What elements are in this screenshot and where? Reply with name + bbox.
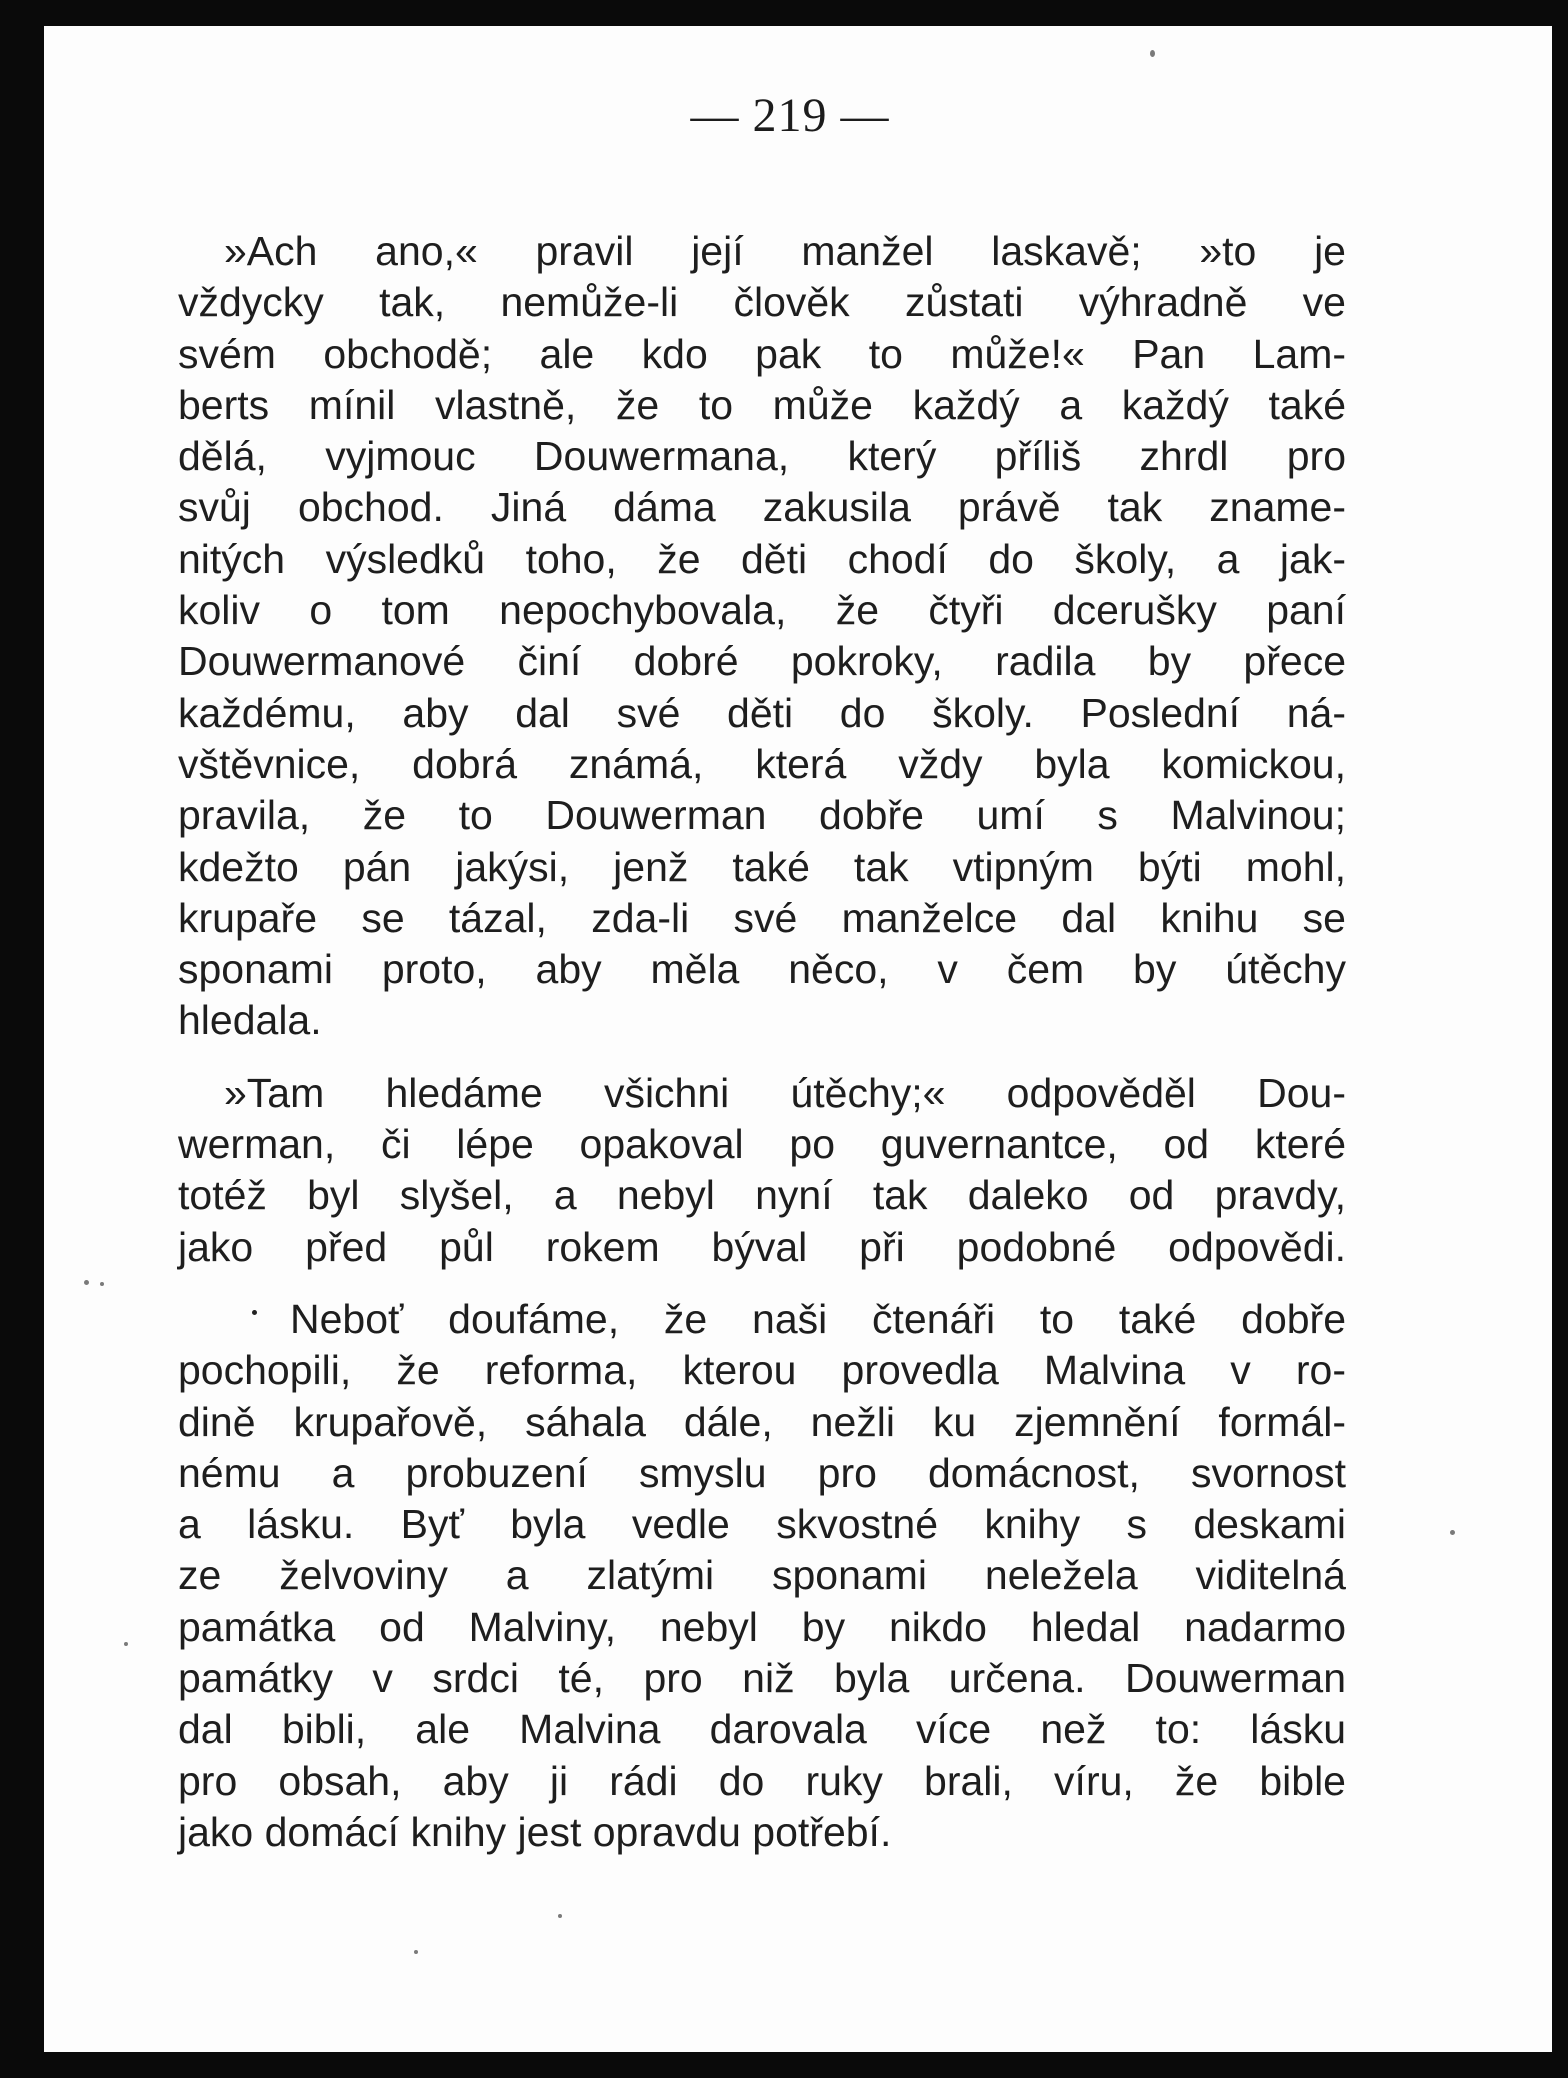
text-line: památky v srdci té, pro niž byla určena. Douwerman	[178, 1655, 1346, 1702]
text-line: a lásku. Byť byla vedle skvostné knihy s deskami	[178, 1501, 1346, 1548]
text-line: svůj obchod. Jiná dáma zakusila právě tak zname-	[178, 484, 1346, 531]
text-line: Neboť doufáme, že naši čtenáři to také dobře	[290, 1295, 1346, 1342]
print-speck	[124, 1642, 128, 1646]
print-speck	[414, 1950, 418, 1954]
text-line: »Ach ano,« pravil její manžel laskavě; »to je	[224, 228, 1346, 274]
text-line: kdežto pán jakýsi, jenž také tak vtipným býti mohl,	[178, 843, 1346, 890]
text-line: památka od Malviny, nebyl by nikdo hledal nadarmo	[178, 1603, 1346, 1650]
text-line: krupaře se tázal, zda-li své manželce dal knihu se	[178, 894, 1346, 941]
text-line: ze želvoviny a zlatými sponami neležela viditelná	[178, 1552, 1346, 1599]
print-speck	[252, 1310, 257, 1315]
text-line: svém obchodě; ale kdo pak to může!« Pan Lam-	[178, 330, 1346, 377]
text-line: dělá, vyjmouc Douwermana, který příliš zhrdl pro	[178, 433, 1346, 480]
print-speck	[84, 1280, 89, 1285]
print-speck	[1150, 50, 1155, 57]
text-line: jako domácí knihy jest opravdu potřebí.	[178, 1808, 892, 1855]
text-line: koliv o tom nepochybovala, že čtyři dcerušky paní	[178, 587, 1346, 634]
text-line: pochopili, že reforma, kterou provedla Malvina v ro-	[178, 1347, 1346, 1394]
text-line: Douwermanové činí dobré pokroky, radila by přece	[178, 638, 1346, 685]
print-speck	[100, 1282, 104, 1286]
text-line: berts mínil vlastně, že to může každý a každý také	[178, 381, 1346, 428]
text-line: hledala.	[178, 997, 322, 1044]
print-speck	[1450, 1530, 1455, 1535]
page-number: — 219 —	[690, 89, 890, 142]
print-speck	[558, 1914, 562, 1918]
text-line: vždycky tak, nemůže-li člověk zůstati výhradně ve	[178, 279, 1346, 326]
paragraph-2	[178, 1068, 1346, 1273]
paragraph-3	[178, 1294, 1346, 1858]
text-line: »Tam hledáme všichni útěchy;« odpověděl Dou-	[224, 1069, 1346, 1116]
text-line: dině krupařově, sáhala dále, nežli ku zjemnění formál-	[178, 1398, 1346, 1445]
text-line: werman, či lépe opakoval po guvernantce, od které	[178, 1121, 1346, 1168]
text-line: dal bibli, ale Malvina darovala více než to: lásku	[178, 1706, 1346, 1753]
book-page	[44, 26, 1552, 2052]
text-line: vštěvnice, dobrá známá, která vždy byla komickou,	[178, 740, 1346, 787]
text-line: pravila, že to Douwerman dobře umí s Malvinou;	[178, 792, 1346, 839]
text-line: nému a probuzení smyslu pro domácnost, svornost	[178, 1449, 1346, 1496]
text-line: pro obsah, aby ji rádi do ruky brali, víru, že bible	[178, 1757, 1346, 1804]
text-line: sponami proto, aby měla něco, v čem by útěchy	[178, 946, 1346, 993]
text-line: totéž byl slyšel, a nebyl nyní tak daleko od pravdy,	[178, 1172, 1346, 1219]
body-text	[178, 226, 1346, 1858]
text-line: každému, aby dal své děti do školy. Poslední ná-	[178, 689, 1346, 736]
text-line: nitých výsledků toho, že děti chodí do školy, a jak-	[178, 535, 1346, 582]
paragraph-1	[178, 226, 1346, 1047]
text-line: jako před půl rokem býval při podobné odpovědi.	[178, 1223, 1346, 1270]
